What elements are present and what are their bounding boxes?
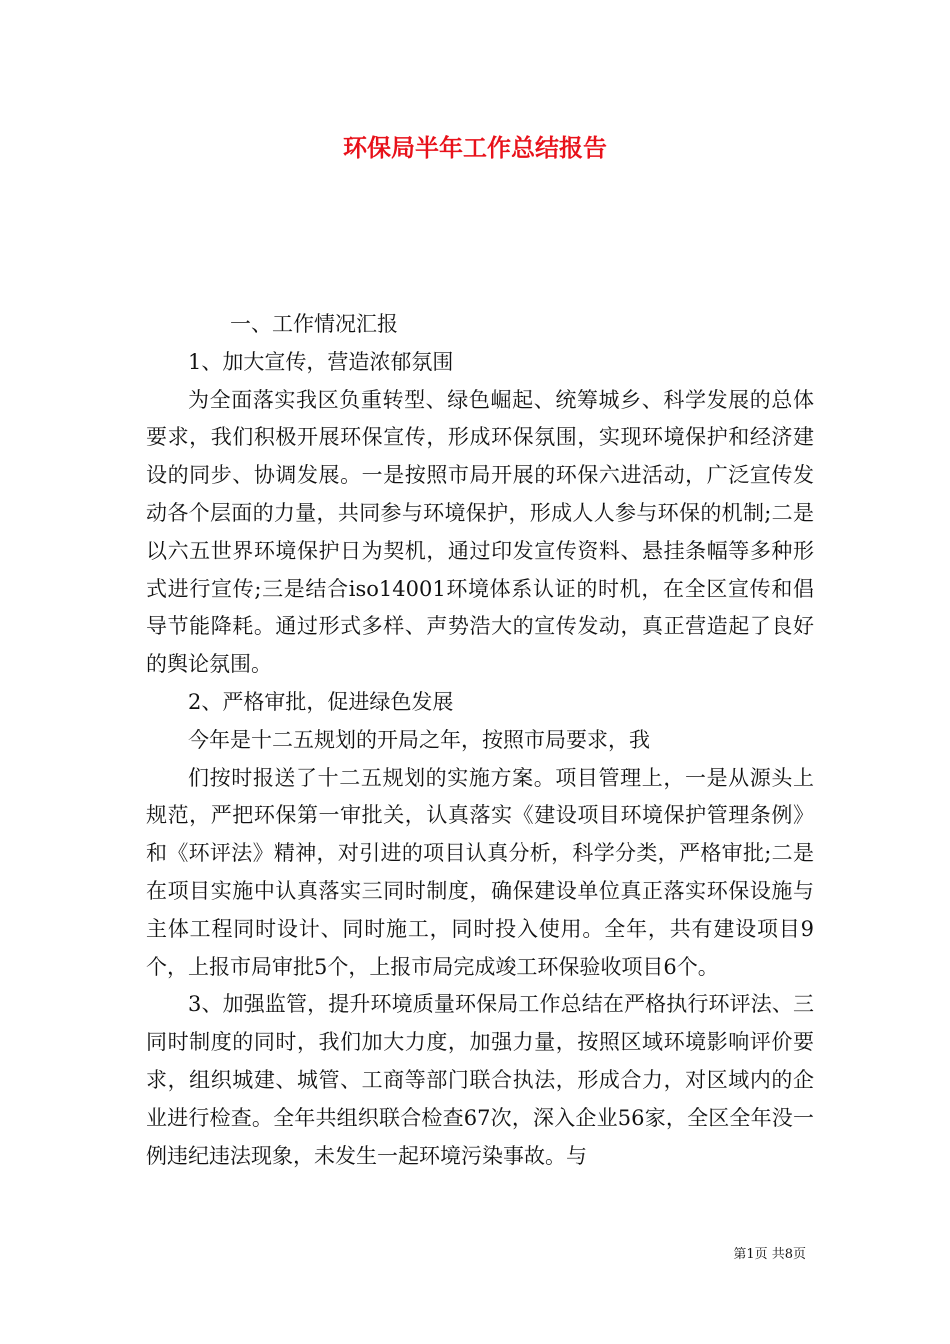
subsection-heading: 2、严格审批，促进绿色发展: [188, 689, 454, 714]
body-paragraph: 为全面落实我区负重转型、绿色崛起、统筹城乡、科学发展的总体要求，我们积极开展环保宣传，形成环保氛围，实现环境保护和经济建设的同步、协调发展。一是按照市局开展的环保六进活动，广泛宣传发动各个层面的力量，共同参与环境保护，形成人人参与环保的机制;二是以六五世界环境保护日为契机，通过印发宣传资料、悬挂条幅等多种形式进行宣传;三是结合iso14001环境体系认证的时机，在全区宣传和倡导节能降耗。通过形式多样、声势浩大的宣传发动，真正营造起了良好的舆论氛围。: [146, 387, 814, 677]
page-number: 第1页 共8页: [733, 1247, 806, 1262]
page-title: 环保局半年工作总结报告: [343, 133, 607, 162]
body-paragraph: 今年是十二五规划的开局之年，按照市局要求，我: [188, 727, 650, 752]
subsection-heading: 1、加大宣传，营造浓郁氛围: [188, 349, 454, 374]
section-heading: 一、工作情况汇报: [230, 312, 398, 336]
body-paragraph: 3、加强监管，提升环境质量环保局工作总结在严格执行环评法、三同时制度的同时，我们加大力度，加强力量，按照区域环境影响评价要求，组织城建、城管、工商等部门联合执法，形成合力，对区域内的企业进行检查。全年共组织联合检查67次，深入企业56家，全区全年没一例违纪违法现象，未发生一起环境污染事故。与: [146, 992, 814, 1168]
document-body: [146, 306, 814, 1175]
body-paragraph: 们按时报送了十二五规划的实施方案。项目管理上，一是从源头上规范，严把环保第一审批关，认真落实《建设项目环境保护管理条例》和《环评法》精神，对引进的项目认真分析，科学分类，严格审批;二是在项目实施中认真落实三同时制度，确保建设单位真正落实环保设施与主体工程同时设计、同时施工，同时投入使用。全年，共有建设项目9个，上报市局审批5个，上报市局完成竣工环保验收项目6个。: [146, 765, 814, 979]
